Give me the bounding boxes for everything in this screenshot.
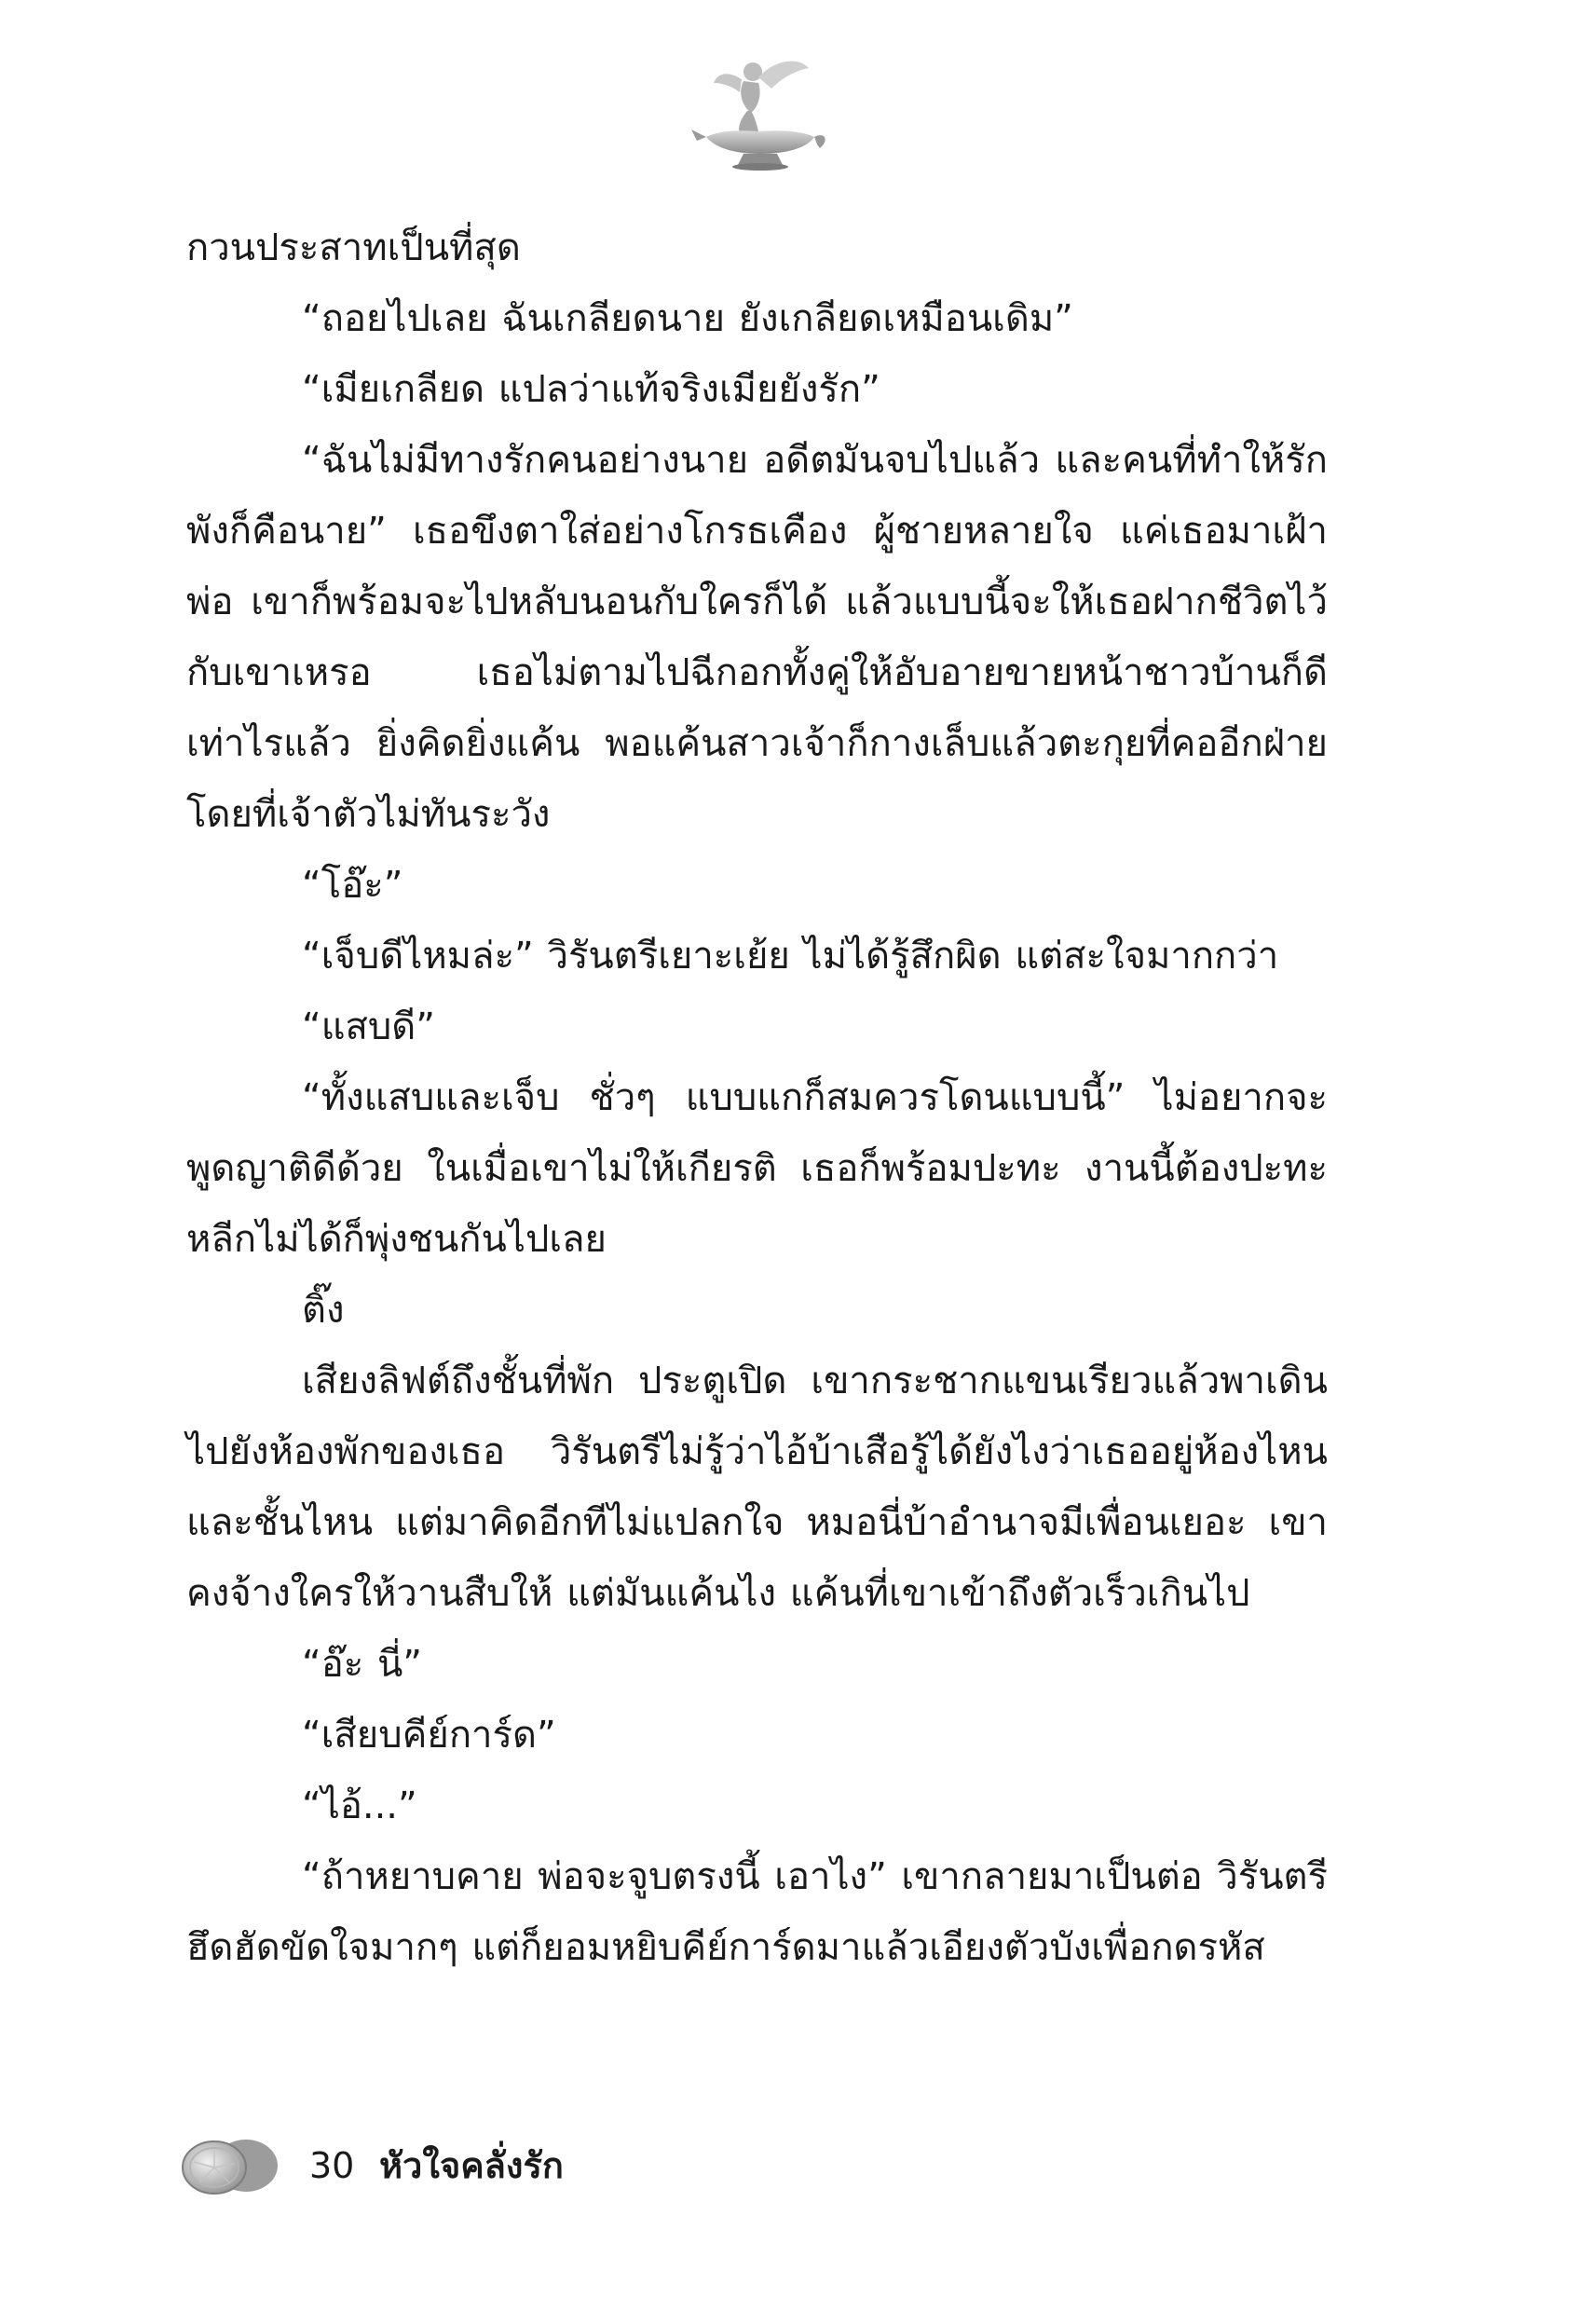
body-text	[186, 212, 1328, 1983]
paragraph: ติ๊ง	[302, 1289, 345, 1332]
orange-slice-icon	[179, 2136, 281, 2195]
paragraph: “โอ๊ะ”	[302, 864, 403, 907]
paragraph: “ทั้งแสบและเจ็บ ชั่วๆ แบบแกก็สมควรโดนแบบนี้” ไม่อยากจะพูดญาติดีด้วย ในเมื่อเขาไม่ให้เกียรติ เธอก็พร้อมปะทะ งานนี้ต้องปะทะ หลีกไม่ได้ก็พุ่งชนกันไปเลย	[186, 1076, 1328, 1261]
paragraph: “เสียบคีย์การ์ด”	[302, 1714, 556, 1757]
paragraph: “ถ้าหยาบคาย พ่อจะจูบตรงนี้ เอาไง” เขากลายมาเป็นต่อ วิรันตรีฮึดฮัดขัดใจมากๆ แต่ก็ยอมหยิบคีย์การ์ดมาแล้วเอียงตัวบังเพื่อกดรหัส	[186, 1855, 1328, 1969]
paragraph: “เจ็บดีไหมล่ะ” วิรันตรีเยาะเย้ย ไม่ได้รู้สึกผิด แต่สะใจมากกว่า	[302, 935, 1279, 978]
paragraph: “ถอยไปเลย ฉันเกลียดนาย ยังเกลียดเหมือนเดิม”	[302, 297, 1073, 340]
paragraph: “เมียเกลียด แปลว่าแท้จริงเมียยังรัก”	[302, 368, 880, 411]
book-title: หัวใจคลั่งรัก	[379, 2145, 564, 2186]
paragraph: กวนประสาทเป็นที่สุด	[186, 226, 521, 269]
paragraph: “ไอ้...”	[302, 1785, 417, 1827]
cupid-genie-lamp-icon	[689, 51, 829, 172]
paragraph: “ฉันไม่มีทางรักคนอย่างนาย อดีตมันจบไปแล้ว และคนที่ทำให้รักพังก็คือนาย” เธอขึงตาใส่อย่างโกรธเคือง ผู้ชายหลายใจ แค่เธอมาเฝ้าพ่อ เขาก็พร้อมจะไปหลับนอนกับใครก็ได้ แล้วแบบนี้จะให้เธอฝากชีวิตไว้กับเขาเหรอ เธอไม่ตามไปฉีกอกทั้งคู่ให้อับอายขายหน้าชาวบ้านก็ดีเท่าไรแล้ว ยิ่งคิดยิ่งแค้น พอแค้นสาวเจ้าก็กางเล็บแล้วตะกุยที่คออีกฝ่ายโดยที่เจ้าตัวไม่ทันระวัง	[186, 439, 1328, 836]
page-footer	[179, 2132, 831, 2207]
paragraph: “อ๊ะ นี่”	[302, 1643, 423, 1686]
paragraph: เสียงลิฟต์ถึงชั้นที่พัก ประตูเปิด เขากระชากแขนเรียวแล้วพาเดินไปยังห้องพักของเธอ วิรันตรีไม่รู้ว่าไอ้บ้าเสือรู้ได้ยังไงว่าเธออยู่ห้องไหนและชั้นไหน แต่มาคิดอีกทีไม่แปลกใจ หมอนี่บ้าอำนาจมีเพื่อนเยอะ เขาคงจ้างใครให้วานสืบให้ แต่มันแค้นไง แค้นที่เขาเข้าถึงตัวเร็วเกินไป	[186, 1360, 1328, 1615]
page-number: 30	[309, 2145, 355, 2186]
paragraph: “แสบดี”	[302, 1005, 436, 1048]
